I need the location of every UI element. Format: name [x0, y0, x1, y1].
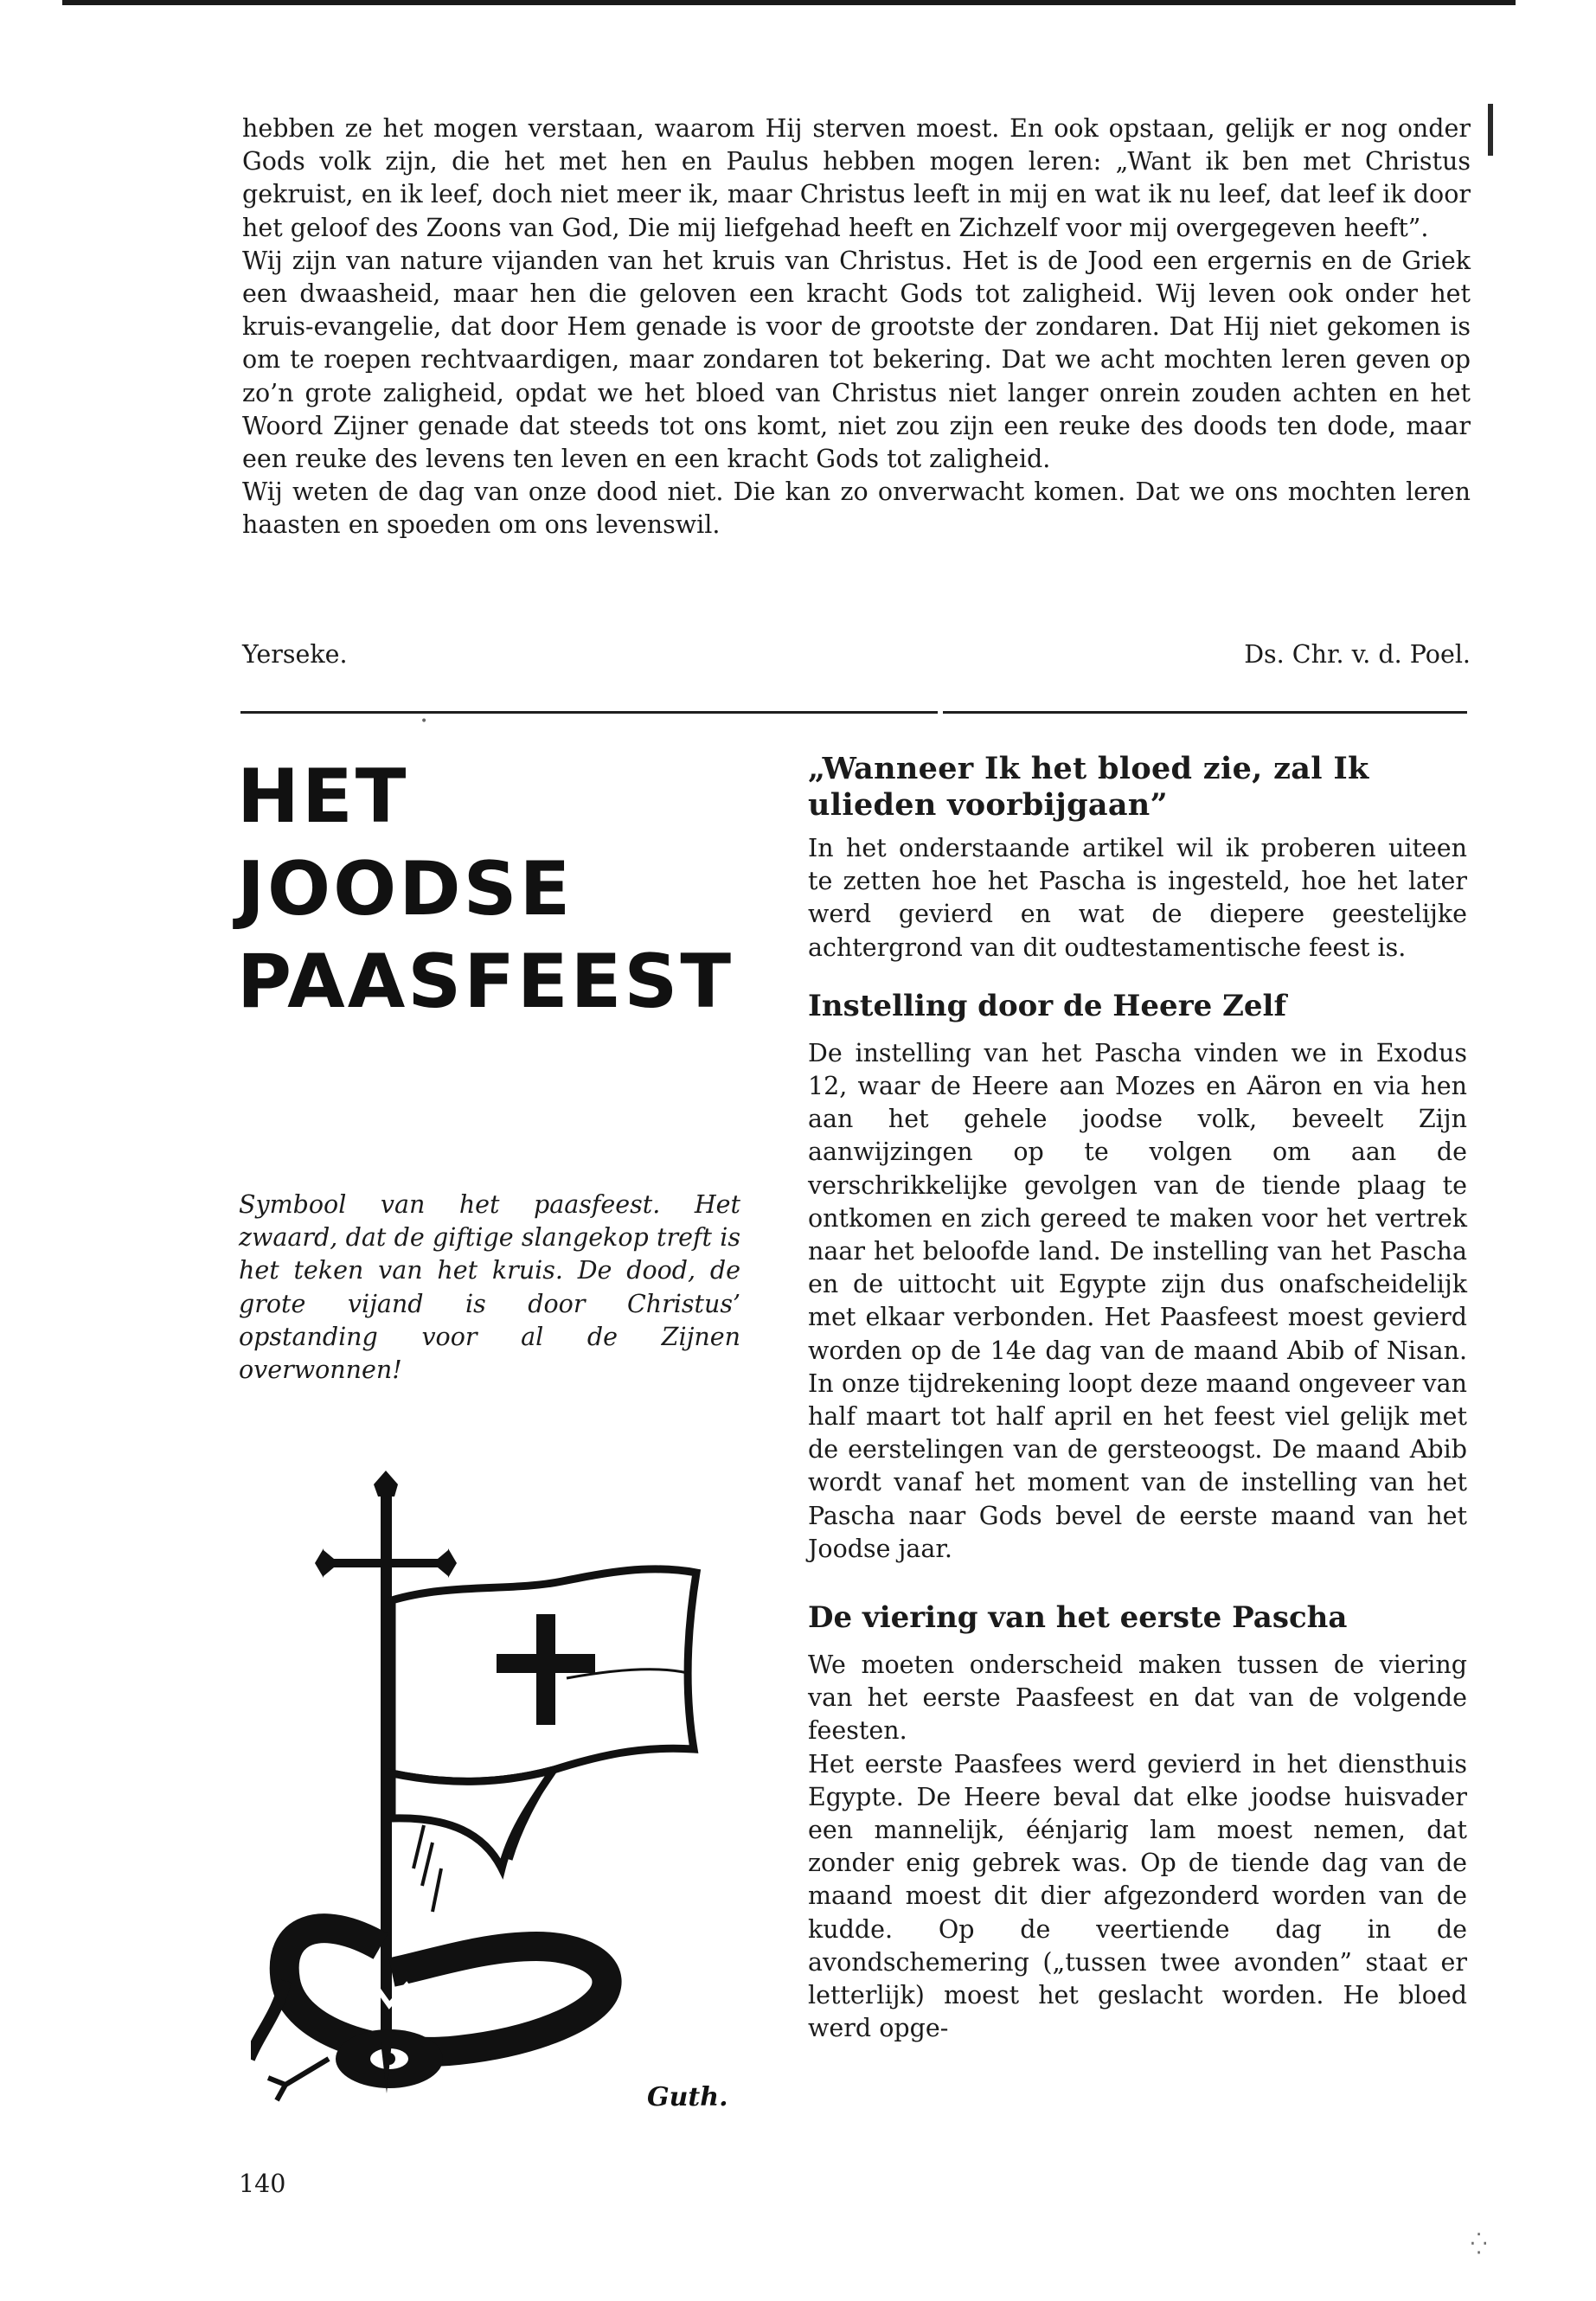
- snake-tail: [251, 1981, 285, 2059]
- place-name: Yerseke.: [242, 640, 348, 669]
- title-line-1: HET: [237, 753, 409, 840]
- section-text-instelling: De instelling van het Pascha vinden we in Exodus 12, waar de Heere aan Mozes en Aäron en via hen aan het gehele joodse volk, beveelt Zijn aanwijzingen op te volgen om aan de verschrikkelijke gevolgen van de tiende plaag te ontkomen en zich gereed te maken voor het vertrek naar het beloofde land. De instelling van het Pascha en de uittocht uit Egypte zijn dus onafscheidelijk met elkaar verbonden. Het Paasfeest moest gevierd worden op de 14e dag van de maand Abib of Nisan. In onze tijdrekening loopt deze maand ongeveer van half maart tot half april en het feest viel gelijk met de eerstelingen van de gersteoogst. De maand Abib wordt vanaf het moment van de instelling van het Pascha naar Gods bevel de eerste maand van het Joodse jaar.: [808, 1038, 1467, 1563]
- intro-paragraph-3: Wij weten de dag van onze dood niet. Die kan zo onverwacht komen. Dat we ons mochten leren haasten en spoeden om ons levenswil.: [242, 478, 1471, 540]
- article-title: [237, 751, 791, 1029]
- section-heading-instelling: Instelling door de Heere Zelf: [808, 988, 1287, 1023]
- article-intro: In het onderstaande artikel wil ik proberen uiteen te zetten hoe het Pascha is ingesteld, hoe het later werd gevierd en wat de diepere geestelijke achtergrond van dit oudtestamentische feest is.: [808, 834, 1467, 962]
- section-divider-right: [943, 711, 1467, 714]
- intro-paragraph-1: hebben ze het mogen verstaan, waarom Hij sterven moest. En ook opstaan, gelijk er nog onder Gods volk zijn, die het met hen en Paulus hebben mogen leren: „Want ik ben met Christus gekruist, en ik leef, doch niet meer ik, maar Christus leeft in mij en wat ik nu leef, dat leef ik door het geloof des Zoons van God, Die mij liefgehad heeft en Zichzelf voor mij overgegeven heeft”.: [242, 114, 1471, 242]
- intro-paragraph-2: Wij zijn van nature vijanden van het kruis van Christus. Het is de Jood een ergernis en de Griek een dwaasheid, maar hen die geloven een kracht Gods tot zaligheid. Wij leven ook onder het kruis-evangelie, dat door Hem genade is voor de grootste der zondaren. Dat Hij niet gekomen is om te roepen rechtvaardigen, maar zondaren tot bekering. Dat we acht mochten leren geven op zo’n grote zaligheid, opdat we het bloed van Christus niet langer onrein zouden achten en het Woord Zijner genade dat steeds tot ons komt, niet zou zijn een reuke des doods ten dode, maar een reuke des levens ten leven en een kracht Gods tot zaligheid.: [242, 246, 1471, 474]
- crossguard-knob-right: [448, 1548, 457, 1578]
- illustration-caption: Symbool van het paasfeest. Het zwaard, dat de giftige slangekop treft is het teken van het kruis. De dood, de grote vijand is door Christus’ opstanding voor al de Zijnen overwonnen!: [239, 1190, 740, 1385]
- scan-speck: •: [420, 715, 428, 728]
- staff-hatching: [413, 1825, 441, 1912]
- sword-top-finial: [374, 1471, 398, 1497]
- snake-pattern: [303, 1972, 580, 2010]
- article-quote: „Wanneer Ik het bloed zie, zal Ik ulieden voorbijgaan”: [808, 751, 1369, 823]
- passover-symbol-illustration: [251, 1462, 735, 2119]
- section-text-viering-1: We moeten onderscheid maken tussen de viering van het eerste Paasfeest en dat van de volgende feesten.: [808, 1650, 1467, 1746]
- section-heading-viering: De viering van het eerste Pascha: [808, 1600, 1348, 1636]
- snake-tongue: [268, 2059, 329, 2100]
- scan-corner-marks: ⁛: [1471, 2232, 1488, 2256]
- title-line-3: PAASFEEST: [237, 939, 734, 1025]
- section-text-viering-2: Het eerste Paasfees werd gevierd in het diensthuis Egypte. De Heere beval dat elke joodse huisvader een mannelijk, éénjarig lam moest nemen, dat zonder enig gebrek was. Op de tiende dag van de maand moest dit dier afgezonderd worden van de kudde. Op de veertiende dag in de avondschemering („tussen twee avonden” staat er letterlijk) moest het geslacht worden. He bloed werd opge-: [808, 1749, 1467, 2043]
- artist-signature: Guth.: [647, 2082, 728, 2112]
- top-edge-rule: [62, 0, 1516, 5]
- title-line-2: JOODSE: [237, 846, 574, 933]
- signature-row: [242, 638, 1471, 671]
- section-divider-left: [240, 711, 938, 714]
- scan-edge-mark: [1488, 104, 1493, 156]
- page-number: 140: [239, 2170, 286, 2198]
- article-column: [808, 751, 1467, 2046]
- crossguard-knob-left: [315, 1548, 324, 1578]
- intro-text: [242, 112, 1471, 542]
- author-name: Ds. Chr. v. d. Poel.: [1244, 640, 1471, 669]
